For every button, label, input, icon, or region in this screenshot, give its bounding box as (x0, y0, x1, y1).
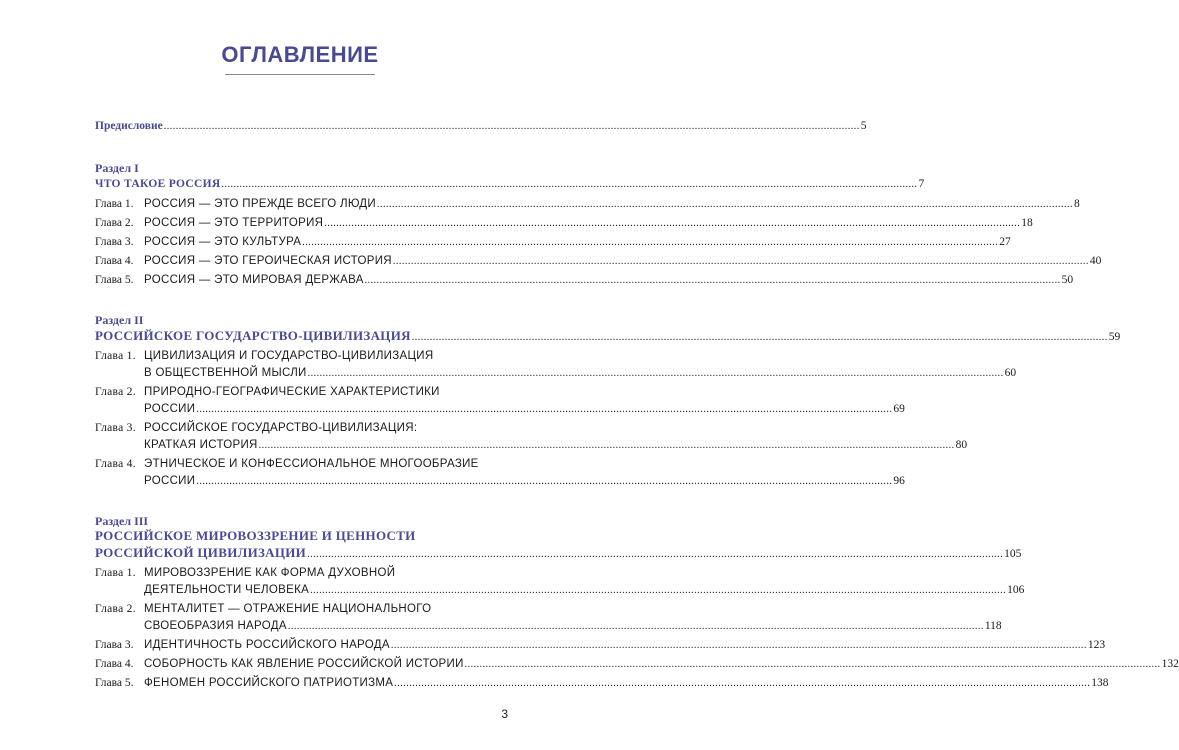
chapter-number: Глава 3. (95, 639, 134, 651)
chapter-title-continued: В ОБЩЕСТВЕННОЙ МЫСЛИ (144, 367, 307, 379)
chapter-title-continued: КРАТКАЯ ИСТОРИЯ (144, 439, 258, 451)
chapter-title-first-line (95, 601, 431, 617)
toc-entry-chapter[interactable] (95, 215, 1033, 232)
toc-page-number: 106 (1007, 584, 1025, 596)
dot-leader (259, 438, 955, 454)
dot-leader (164, 119, 860, 135)
chapter-title-first-line (95, 384, 440, 400)
toc-entry-chapter[interactable] (95, 656, 1179, 673)
section-title: РОССИЙСКОЕ МИРОВОЗЗРЕНИЕ И ЦЕННОСТИ (95, 528, 416, 543)
chapter-number: Глава 1. (95, 350, 136, 362)
toc-page-number: 5 (860, 120, 867, 132)
toc-entry-chapter[interactable] (95, 473, 905, 490)
chapter-title: СОБОРНОСТЬ КАК ЯВЛЕНИЕ РОССИЙСКОЙ ИСТОРИИ (144, 658, 464, 670)
chapter-title-first-line (95, 565, 395, 581)
chapter-number: Глава 2. (95, 386, 136, 398)
title-underline (225, 74, 375, 75)
chapter-title: РОССИЯ — ЭТО ПРЕЖДЕ ВСЕГО ЛЮДИ (144, 198, 376, 210)
chapter-number: Глава 1. (95, 198, 134, 210)
section-label: Раздел III (95, 514, 149, 528)
section-label: Раздел II (95, 313, 144, 327)
chapter-title: МИРОВОЗЗРЕНИЕ КАК ФОРМА ДУХОВНОЙ (144, 567, 396, 579)
toc-page-number: 69 (893, 403, 905, 415)
chapter-title-continued: РОССИИ (144, 403, 196, 415)
toc-entry-chapter[interactable] (95, 401, 905, 418)
chapter-number: Глава 2. (95, 217, 134, 229)
dot-leader (221, 177, 917, 193)
chapter-title: РОССИЯ — ЭТО ТЕРРИТОРИЯ (144, 217, 324, 229)
chapter-title-first-line (95, 420, 417, 436)
dot-leader (308, 366, 1004, 382)
toc-page-number: 59 (1108, 331, 1121, 343)
chapter-number: Глава 4. (95, 658, 134, 670)
toc-entry-preface[interactable] (95, 118, 867, 135)
dot-leader (307, 547, 1003, 563)
chapter-title: РОССИЯ — ЭТО МИРОВАЯ ДЕРЖАВА (144, 274, 364, 286)
toc-page-number: 118 (984, 620, 1002, 632)
toc-page-number: 132 (1161, 658, 1179, 670)
toc-entry-chapter[interactable] (95, 675, 1109, 692)
toc-page-number: 80 (955, 439, 968, 451)
toc-page-number: 40 (1089, 255, 1102, 267)
dot-leader (302, 235, 998, 251)
dot-leader (365, 273, 1061, 289)
toc-page-number: 138 (1091, 677, 1109, 689)
toc-page-number: 7 (918, 178, 925, 190)
chapter-number: Глава 5. (95, 677, 134, 689)
section-label: Раздел I (95, 161, 139, 175)
chapter-number: Глава 4. (95, 255, 134, 267)
toc-entry-chapter[interactable] (95, 365, 1017, 382)
toc-entry-chapter[interactable] (95, 637, 1106, 654)
chapter-title-first-line (95, 456, 479, 472)
toc-page-number: 60 (1004, 367, 1017, 379)
toc-page-number: 18 (1021, 217, 1033, 229)
chapter-title: МЕНТАЛИТЕТ — ОТРАЖЕНИЕ НАЦИОНАЛЬНОГО (144, 603, 432, 615)
toc-page-number: 123 (1087, 639, 1106, 651)
page-title: ОГЛАВЛЕНИЕ (221, 42, 379, 67)
dot-leader (391, 638, 1087, 654)
page-number: 3 (501, 707, 508, 721)
dot-leader (196, 402, 892, 418)
chapter-number: Глава 3. (95, 236, 134, 248)
toc-entry-section-3[interactable] (95, 545, 1022, 563)
toc-entry-chapter[interactable] (95, 272, 1074, 289)
toc-entry-section-1[interactable] (95, 176, 925, 193)
chapter-number: Глава 1. (95, 567, 136, 579)
dot-leader (393, 254, 1089, 270)
dot-leader (310, 583, 1006, 599)
chapter-title: ПРИРОДНО-ГЕОГРАФИЧЕСКИЕ ХАРАКТЕРИСТИКИ (144, 386, 440, 398)
dot-leader (377, 197, 1073, 213)
chapter-title-continued: ДЕЯТЕЛЬНОСТИ ЧЕЛОВЕКА (144, 584, 310, 596)
section-title: ЧТО ТАКОЕ РОССИЯ (95, 178, 221, 190)
toc-page-number: 8 (1073, 198, 1080, 210)
section-title: РОССИЙСКОЕ ГОСУДАРСТВО-ЦИВИЛИЗАЦИЯ (95, 328, 411, 343)
toc-entry-chapter[interactable] (95, 582, 1025, 599)
chapter-number: Глава 4. (95, 458, 136, 470)
dot-leader (196, 474, 892, 490)
toc-entry-chapter[interactable] (95, 196, 1080, 213)
chapter-title-continued: СВОЕОБРАЗИЯ НАРОДА (144, 620, 287, 632)
chapter-title: РОССИЙСКОЕ ГОСУДАРСТВО-ЦИВИЛИЗАЦИЯ: (144, 422, 418, 434)
chapter-title: ФЕНОМЕН РОССИЙСКОГО ПАТРИОТИЗМА (144, 677, 394, 689)
chapter-title-first-line (95, 348, 433, 364)
dot-leader (324, 216, 1020, 232)
section-title-continued: РОССИЙСКОЙ ЦИВИЛИЗАЦИИ (95, 545, 307, 560)
toc-page-number: 105 (1004, 548, 1022, 560)
toc-entry-section-2[interactable] (95, 328, 1121, 346)
dot-leader (465, 657, 1161, 673)
dot-leader (412, 330, 1108, 346)
chapter-number: Глава 5. (95, 274, 134, 286)
toc-entry-chapter[interactable] (95, 253, 1102, 270)
toc-page-number: 27 (999, 236, 1011, 248)
chapter-title: РОССИЯ — ЭТО ГЕРОИЧЕСКАЯ ИСТОРИЯ (144, 255, 392, 267)
chapter-number: Глава 3. (95, 422, 136, 434)
chapter-title: РОССИЯ — ЭТО КУЛЬТУРА (144, 236, 302, 248)
chapter-title: ЦИВИЛИЗАЦИЯ И ГОСУДАРСТВО-ЦИВИЛИЗАЦИЯ (144, 350, 434, 362)
dot-leader (288, 619, 984, 635)
toc-page-number: 96 (893, 475, 905, 487)
toc-entry-chapter[interactable] (95, 234, 1011, 251)
toc-entry-chapter[interactable] (95, 618, 1002, 635)
chapter-title-continued: РОССИИ (144, 475, 196, 487)
chapter-number: Глава 2. (95, 603, 136, 615)
chapter-title: ИДЕНТИЧНОСТЬ РОССИЙСКОГО НАРОДА (144, 639, 390, 651)
chapter-title: ЭТНИЧЕСКОЕ И КОНФЕССИОНАЛЬНОЕ МНОГООБРАЗИЕ (144, 458, 479, 470)
toc-entry-label: Предисловие (95, 120, 163, 132)
dot-leader (394, 676, 1090, 692)
toc-page-number: 50 (1061, 274, 1074, 286)
toc-entry-chapter[interactable] (95, 437, 968, 454)
